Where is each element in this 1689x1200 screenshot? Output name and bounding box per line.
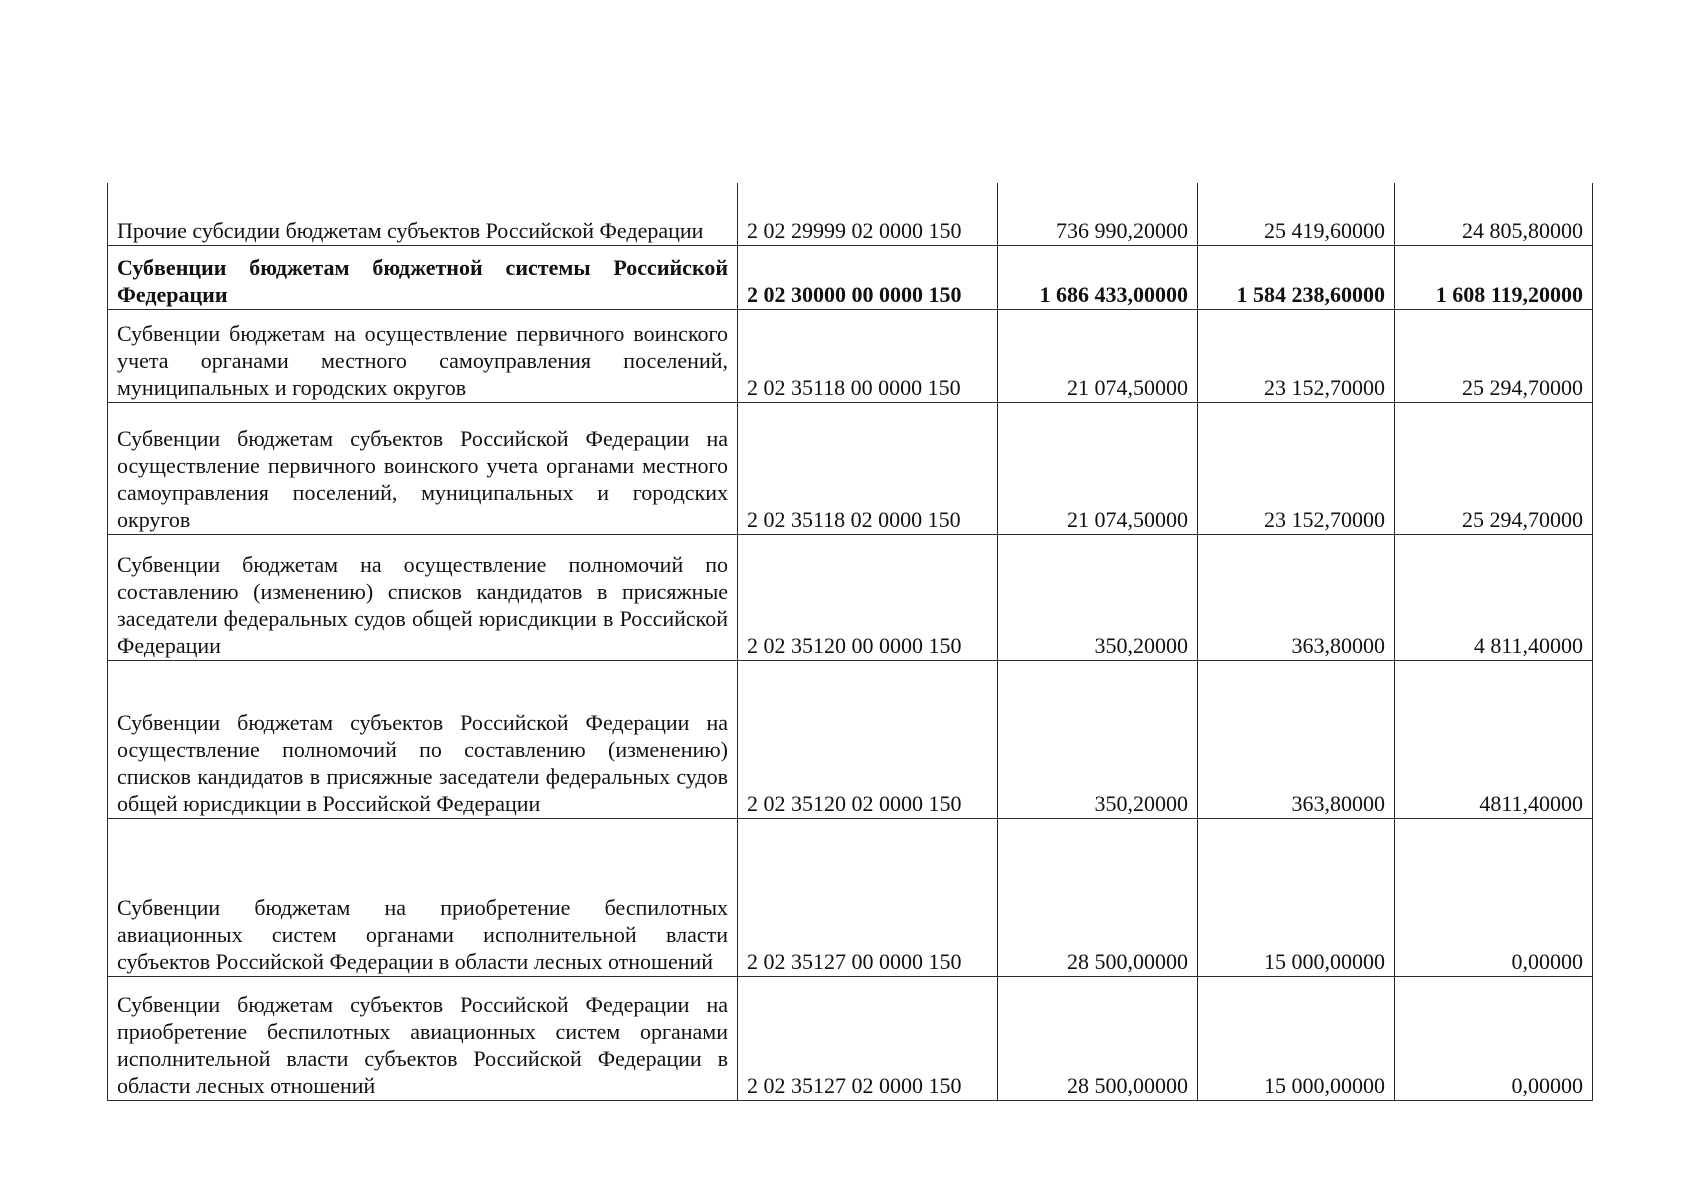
- amount-year-3-cell: 25 294,70000: [1395, 402, 1593, 534]
- revenue-name-cell: Субвенции бюджетам субъектов Российской Федерации на осуществление полномочий по составлению (изменению) списков кандидатов в присяжные заседатели федеральных судов общей юрисдикции в Российской Федерации: [108, 660, 738, 818]
- amount-year-1-cell: 21 074,50000: [998, 309, 1198, 402]
- amount-year-2-cell: 363,80000: [1198, 660, 1395, 818]
- amount-year-1-cell: 736 990,20000: [998, 183, 1198, 245]
- amount-year-1-cell: 21 074,50000: [998, 402, 1198, 534]
- budget-code-cell: 2 02 29999 02 0000 150: [738, 183, 998, 245]
- table-row: [108, 183, 1593, 245]
- revenue-name-cell: Субвенции бюджетам субъектов Российской Федерации на осуществление первичного воинского учета органами местного самоуправления поселений, муниципальных и городских округов: [108, 402, 738, 534]
- budget-code-cell: 2 02 35127 02 0000 150: [738, 976, 998, 1100]
- budget-code-cell: 2 02 35127 00 0000 150: [738, 818, 998, 976]
- amount-year-1-cell: 350,20000: [998, 534, 1198, 660]
- amount-year-3-cell: 1 608 119,20000: [1395, 245, 1593, 309]
- table-row: [108, 309, 1593, 402]
- amount-year-2-cell: 23 152,70000: [1198, 402, 1395, 534]
- revenue-name-cell: Субвенции бюджетам на осуществление первичного воинского учета органами местного самоуправления поселений, муниципальных и городских округов: [108, 309, 738, 402]
- budget-code-cell: 2 02 35120 02 0000 150: [738, 660, 998, 818]
- table-row: [108, 402, 1593, 534]
- amount-year-2-cell: 363,80000: [1198, 534, 1395, 660]
- revenue-name-cell: Субвенции бюджетам на приобретение беспилотных авиационных систем органами исполнительной власти субъектов Российской Федерации в области лесных отношений: [108, 818, 738, 976]
- table-row: [108, 976, 1593, 1100]
- amount-year-2-cell: 25 419,60000: [1198, 183, 1395, 245]
- budget-code-cell: 2 02 35118 00 0000 150: [738, 309, 998, 402]
- amount-year-3-cell: 4811,40000: [1395, 660, 1593, 818]
- amount-year-2-cell: 15 000,00000: [1198, 976, 1395, 1100]
- budget-code-cell: 2 02 30000 00 0000 150: [738, 245, 998, 309]
- revenue-name-cell: Субвенции бюджетам бюджетной системы Российской Федерации: [108, 245, 738, 309]
- amount-year-3-cell: 4 811,40000: [1395, 534, 1593, 660]
- revenue-name-cell: Субвенции бюджетам на осуществление полномочий по составлению (изменению) списков кандидатов в присяжные заседатели федеральных судов общей юрисдикции в Российской Федерации: [108, 534, 738, 660]
- amount-year-3-cell: 24 805,80000: [1395, 183, 1593, 245]
- amount-year-3-cell: 0,00000: [1395, 818, 1593, 976]
- budget-code-cell: 2 02 35118 02 0000 150: [738, 402, 998, 534]
- table-row: [108, 534, 1593, 660]
- amount-year-2-cell: 15 000,00000: [1198, 818, 1395, 976]
- table-row: [108, 818, 1593, 976]
- amount-year-1-cell: 28 500,00000: [998, 818, 1198, 976]
- amount-year-2-cell: 23 152,70000: [1198, 309, 1395, 402]
- revenue-name-cell: Субвенции бюджетам субъектов Российской Федерации на приобретение беспилотных авиационных систем органами исполнительной власти субъектов Российской Федерации в области лесных отношений: [108, 976, 738, 1100]
- revenue-name-cell: Прочие субсидии бюджетам субъектов Российской Федерации: [108, 183, 738, 245]
- amount-year-1-cell: 350,20000: [998, 660, 1198, 818]
- amount-year-1-cell: 28 500,00000: [998, 976, 1198, 1100]
- budget-code-cell: 2 02 35120 00 0000 150: [738, 534, 998, 660]
- budget-revenue-table: [107, 183, 1593, 1101]
- amount-year-2-cell: 1 584 238,60000: [1198, 245, 1395, 309]
- table-row-total: [108, 245, 1593, 309]
- amount-year-1-cell: 1 686 433,00000: [998, 245, 1198, 309]
- amount-year-3-cell: 0,00000: [1395, 976, 1593, 1100]
- table-row: [108, 660, 1593, 818]
- amount-year-3-cell: 25 294,70000: [1395, 309, 1593, 402]
